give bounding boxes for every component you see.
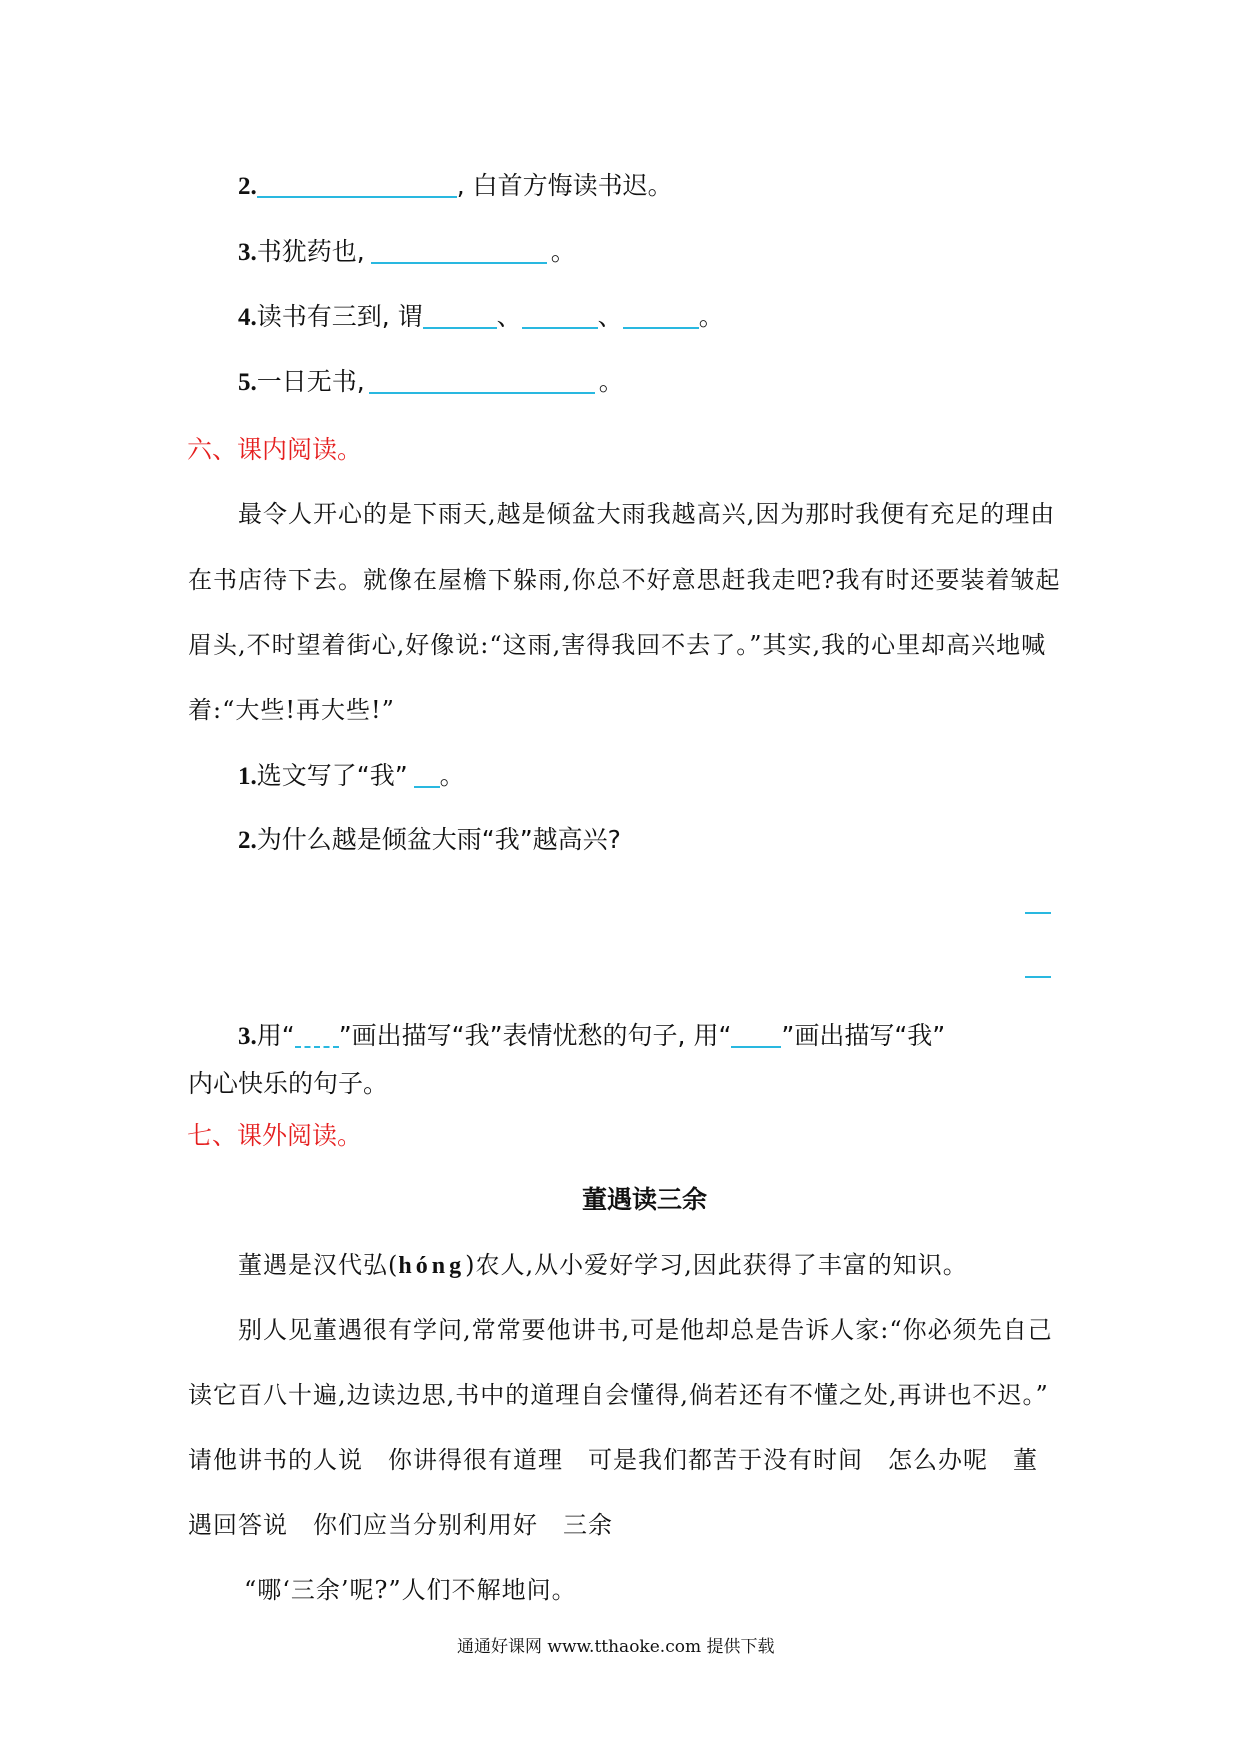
dashed-line-sample <box>295 1022 339 1048</box>
reading-question-3: 3.用“ ”画出描写“我”表情忧愁的句子, 用“ ”画出描写“我” <box>238 1021 946 1050</box>
pinyin: hóng <box>398 1253 466 1279</box>
reading-question-1: 1.选文写了“我” 。 <box>238 761 465 790</box>
story-paragraph-1: 董遇是汉代弘(hóng)农人,从小爱好学习,因此获得了丰富的知识。 <box>238 1251 968 1279</box>
reading-question-3-cont: 内心快乐的句子。 <box>188 1069 389 1098</box>
answer-blank[interactable] <box>623 303 699 329</box>
answer-blank[interactable] <box>522 303 598 329</box>
answer-line[interactable] <box>1025 912 1051 914</box>
answer-blank[interactable] <box>423 303 497 329</box>
answer-blank[interactable] <box>371 238 547 264</box>
section-7-heading: 七、课外阅读。 <box>187 1121 363 1150</box>
footer-text: 通通好课网 www.tthaoke.com 提供下载 <box>457 1637 775 1657</box>
passage-line: 着:“大些!再大些!” <box>188 696 395 724</box>
passage-line: 眉头,不时望着街心,好像说:“这雨,害得我回不去了。”其实,我的心里却高兴地喊 <box>188 631 1047 659</box>
question-5: 5.一日无书, 。 <box>238 367 624 396</box>
section-6-heading: 六、课内阅读。 <box>187 435 363 464</box>
answer-blank[interactable] <box>369 368 595 394</box>
solid-line-sample <box>731 1022 781 1048</box>
story-line: 请他讲书的人说 你讲得很有道理 可是我们都苦于没有时间 怎么办呢 董 <box>188 1446 1038 1474</box>
question-number: 2. <box>238 827 257 854</box>
question-number: 3. <box>238 1023 257 1050</box>
question-number: 1. <box>238 763 257 790</box>
question-number: 4. <box>238 304 257 331</box>
question-4: 4.读书有三到, 谓 、 、 。 <box>238 302 724 331</box>
passage-line: 最令人开心的是下雨天,越是倾盆大雨我越高兴,因为那时我便有充足的理由 <box>238 500 1056 528</box>
question-number: 5. <box>238 369 257 396</box>
story-line: 遇回答说 你们应当分别利用好 三余 <box>188 1511 613 1539</box>
answer-blank[interactable] <box>414 762 440 788</box>
answer-blank[interactable] <box>257 172 457 198</box>
question-2: 2. , 白首方悔读书迟。 <box>238 171 673 200</box>
question-number: 2. <box>238 173 257 200</box>
question-3: 3.书犹药也, 。 <box>238 237 576 266</box>
story-line: 读它百八十遍,边读边思,书中的道理自会懂得,倘若还有不懂之处,再讲也不迟。” <box>188 1381 1049 1409</box>
passage-line: 在书店待下去。就像在屋檐下躲雨,你总不好意思赶我走吧?我有时还要装着皱起 <box>188 566 1061 594</box>
answer-line[interactable] <box>1025 976 1051 978</box>
story-line: 别人见董遇很有学问,常常要他讲书,可是他却总是告诉人家:“你必须先自己 <box>238 1316 1053 1344</box>
story-title: 董遇读三余 <box>582 1185 708 1214</box>
question-number: 3. <box>238 239 257 266</box>
story-line: “哪‘三余’呢?”人们不解地问。 <box>244 1576 577 1604</box>
reading-question-2: 2.为什么越是倾盆大雨“我”越高兴? <box>238 825 621 854</box>
